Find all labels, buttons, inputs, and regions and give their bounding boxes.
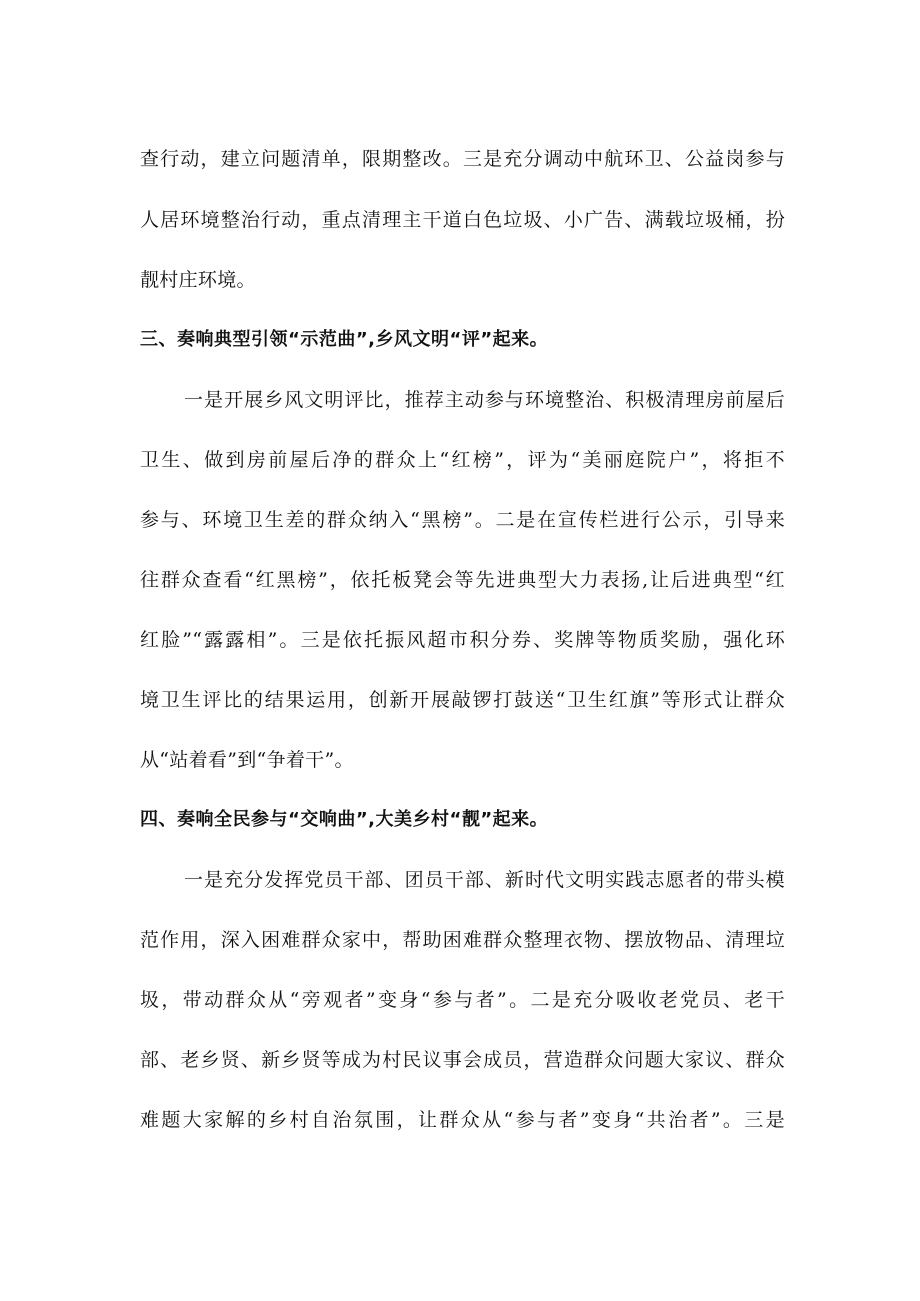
paragraph-3-line-5: 难题大家解的乡村自治氛围，让群众从“参与者”变身“共治者”。三是 xyxy=(140,1109,785,1131)
paragraph-2-line-7: 从“站着看”到“争着干”。 xyxy=(140,749,354,771)
paragraph-2-line-6: 境卫生评比的结果运用，创新开展敲锣打鼓送“卫生红旗”等形式让群众 xyxy=(140,689,785,711)
paragraph-3-line-1: 一是充分发挥党员干部、团员干部、新时代文明实践志愿者的带头模 xyxy=(184,869,785,891)
paragraph-2-line-4: 往群众查看“红黑榜”，依托板凳会等先进典型大力表扬,让后进典型“红 xyxy=(140,569,785,591)
paragraph-2-line-5: 红脸”“露露相”。三是依托振风超市积分券、奖牌等物质奖励，强化环 xyxy=(140,629,785,651)
paragraph-1-line-3: 靓村庄环境。 xyxy=(140,269,256,291)
paragraph-3-line-4: 部、老乡贤、新乡贤等成为村民议事会成员，营造群众问题大家议、群众 xyxy=(140,1049,785,1071)
paragraph-1-line-1: 查行动，建立问题清单，限期整改。三是充分调动中航环卫、公益岗参与 xyxy=(140,148,785,170)
paragraph-2-line-1: 一是开展乡风文明评比，推荐主动参与环境整治、积极清理房前屋后 xyxy=(184,389,785,411)
paragraph-2-line-2: 卫生、做到房前屋后净的群众上“红榜”，评为“美丽庭院户”，将拒不 xyxy=(140,449,785,471)
paragraph-3-line-3: 圾，带动群众从“旁观者”变身“参与者”。二是充分吸收老党员、老干 xyxy=(140,989,785,1011)
section-heading-4: 四、奏响全民参与“交响曲”,大美乡村“靓”起来。 xyxy=(140,809,549,830)
section-heading-3: 三、奏响典型引领“示范曲”,乡风文明“评”起来。 xyxy=(140,329,549,350)
paragraph-2-line-3: 参与、环境卫生差的群众纳入“黑榜”。二是在宣传栏进行公示，引导来 xyxy=(140,509,785,531)
paragraph-1-line-2: 人居环境整治行动，重点清理主干道白色垃圾、小广告、满载垃圾桶，扮 xyxy=(140,209,785,231)
paragraph-3-line-2: 范作用，深入困难群众家中，帮助困难群众整理衣物、摆放物品、清理垃 xyxy=(140,929,785,951)
